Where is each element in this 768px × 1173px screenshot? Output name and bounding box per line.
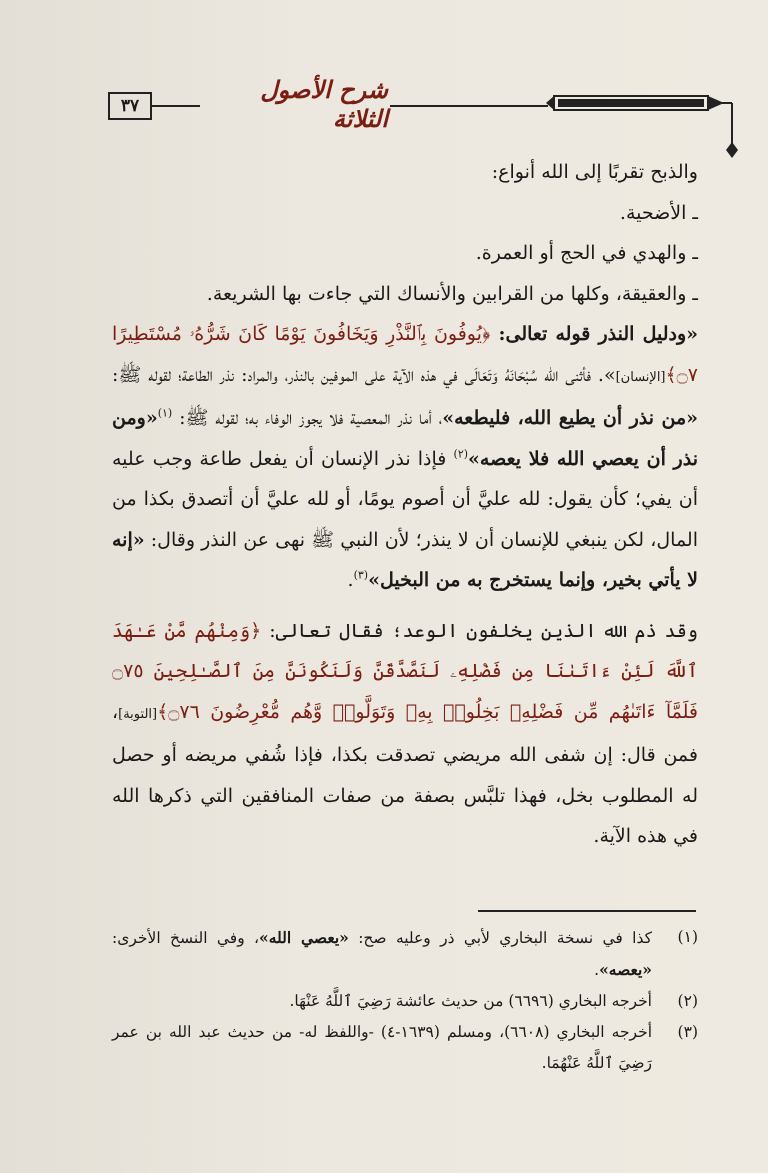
verse-reference-insan: [الإنسان] xyxy=(615,369,666,385)
footnote-divider xyxy=(478,910,696,912)
paragraph-gap xyxy=(112,601,698,611)
nadhr-text-3: فإذا نذر الإنسان أن يفعل طاعة وجب عليه أن يفي؛ كأن يقول: لله عليَّ أن أصوم يومًا، أو لله عليَّ أن أتصدق بكذا من المال، لكن ينبغي للإنسان أن لا ينذر؛ لأن النبي ﷺ نهى عن النذر وقال: xyxy=(112,447,698,551)
promise-text-2: ، فمن قال: إن شفى الله مريضي تصدقت بكذا، فإذا شُفي مريضه أو حصل له المطلوب بخل، فهذا تلبَّس بصفة من صفات المنافقين التي ذكرها الله في هذه الآية. xyxy=(112,700,698,847)
verse-reference-tawbah: [التوبة] xyxy=(118,706,158,722)
footnote-text xyxy=(112,922,652,986)
footnote-text: أخرجه البخاري (٦٦٠٨)، ومسلم (١٦٣٩-٤) -واللفظ له- من حديث عبد الله بن عمر رَضِيَ ٱللَّهُ عَنْهُمَا. xyxy=(112,1023,652,1072)
footnote-marker-1: (١) xyxy=(157,406,173,420)
list-item-hady: ـ والهدي في الحج أو العمرة. xyxy=(475,242,698,264)
page-number: ٣٧ xyxy=(108,92,152,120)
footnote-marker-2: (٢) xyxy=(453,447,469,461)
footnote-text-part: . xyxy=(594,961,600,979)
footnote-bold-part: «يعصه» xyxy=(599,960,652,979)
main-text xyxy=(112,152,698,857)
nadhr-text-end: . xyxy=(347,569,354,591)
paragraph-nadhr xyxy=(112,314,698,601)
footnote-3 xyxy=(112,1017,698,1079)
nadhr-text-1: ». فأثنى الله سُبْحَانَهُ وَتَعَالَى في هذه الآية على الموفين بالنذر، والمراد: نذر الطاعة؛ لقوله ﷺ: xyxy=(112,363,616,386)
quran-verse-insan: ﴿يُوفُونَ بِٱلنَّذْرِ وَيَخَافُونَ يَوْمًا كَانَ شَرُّهُۥ مُسْتَطِيرًا ۝٧﴾ xyxy=(112,323,698,386)
hadith-no-good: «إنه لا يأتي بخير، وإنما يستخرج به من البخيل» xyxy=(112,528,698,591)
footnote-1 xyxy=(112,922,698,986)
list-item-udhiyah: ـ الأضحية. xyxy=(619,201,698,224)
footnote-text: أخرجه البخاري (٦٦٩٦) من حديث عائشة رَضِيَ ٱللَّهُ عَنْهَا. xyxy=(289,992,652,1010)
quran-verse-tawbah: ﴿وَمِنْهُم مَّنْ عَـٰهَدَ ٱللَّهَ لَئِنْ ءَاتَىٰنَا مِن فَضْلِهِۦ لَنَصَّدَّقَنَّ وَلَنَكُونَنَّ مِنَ ٱلصَّـٰلِحِينَ ۝٧٥ فَلَمَّآ ءَاتَىٰهُم مِّن فَضْلِهِۦ بَخِلُوا۟ بِهِۦ وَتَوَلَّوا۟ وَّهُم مُّعْرِضُونَ ۝٧٦﴾ xyxy=(112,619,698,723)
header-rule-left xyxy=(152,105,200,107)
footnote-marker-3: (٣) xyxy=(353,568,369,582)
footnotes xyxy=(112,922,698,1079)
footnote-bold-part: «يعصي الله» xyxy=(259,928,349,947)
footnote-number: (٣) xyxy=(677,1023,698,1041)
footnote-number: (٢) xyxy=(677,992,698,1010)
hadith-obey: «من نذر أن يطيع الله، فليطعه» xyxy=(442,407,698,429)
header-rule-right xyxy=(390,105,548,107)
paragraph-types-intro: والذبح تقربًا إلى الله أنواع: xyxy=(491,161,698,183)
footnote-text-part: ، وفي النسخ الأخرى: xyxy=(112,929,260,947)
nadhr-text-2: ، أما نذر المعصية فلا يجوز الوفاء به؛ لقوله ﷺ: xyxy=(172,407,443,429)
footnote-number: (١) xyxy=(677,928,698,946)
hadith-disobey: «ومن نذر أن يعصي الله فلا يعصه» xyxy=(112,407,698,470)
promise-text-1: وقد ذم الله الذين يخلفون الوعد؛ فقال تعالى: xyxy=(261,619,698,642)
footnote-text-part: كذا في نسخة البخاري لأبي ذر وعليه صح: xyxy=(348,929,652,947)
running-title: شرح الأصول الثلاثة xyxy=(260,75,388,133)
list-item-aqiqah: ـ والعقيقة، وكلها من القرابين والأنساك التي جاءت بها الشريعة. xyxy=(206,282,698,305)
nadhr-lead: «ودليل النذر قوله تعالى: xyxy=(490,323,698,345)
footnote-2 xyxy=(112,986,698,1017)
paragraph-promise xyxy=(112,611,698,857)
